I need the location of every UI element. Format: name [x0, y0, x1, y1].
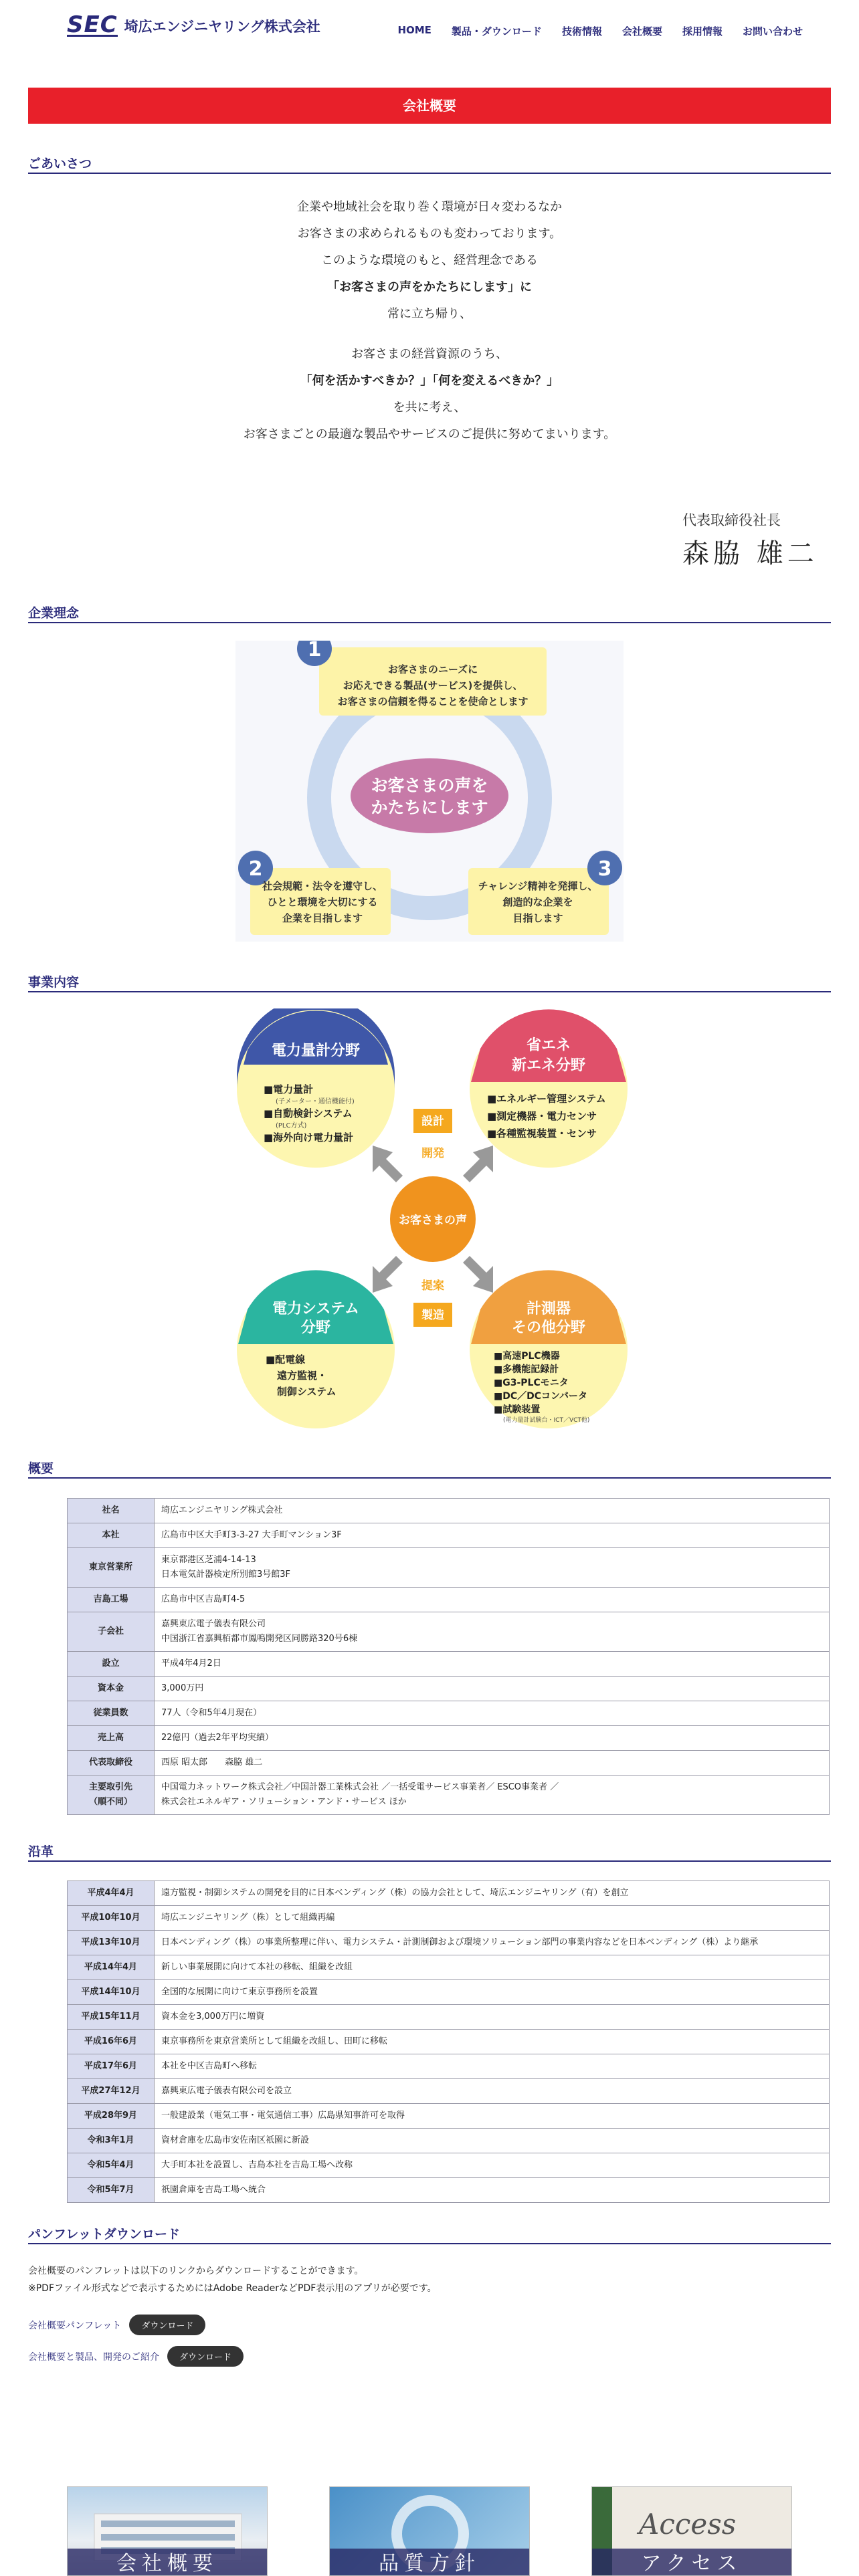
history-event: 嘉興東広電子儀表有限公司を設立	[155, 2079, 830, 2104]
history-event: 新しい事業展開に向けて本社の移転、組織を改組	[155, 1955, 830, 1980]
banner-links	[67, 2486, 792, 2576]
site-logo[interactable]	[67, 11, 320, 38]
table-row	[68, 1523, 830, 1548]
table-row	[68, 1612, 830, 1652]
svg-text:(PLC方式): (PLC方式)	[276, 1122, 307, 1130]
table-row	[68, 2153, 830, 2178]
president-signature	[682, 510, 818, 570]
table-row	[68, 2129, 830, 2153]
greeting-line: 企業や地域社会を取り巻く環境が日々変わるなか	[297, 200, 562, 214]
greeting-line: お客さまごとの最適な製品やサービスのご提供に努めてまいります。	[243, 427, 616, 441]
history-date: 令和5年7月	[68, 2178, 155, 2203]
overview-value	[155, 1751, 830, 1776]
history-date: 平成13年10月	[68, 1931, 155, 1955]
download-label: 会社概要と製品、開発のご紹介	[28, 2351, 159, 2363]
pamphlet-note: ※PDFファイル形式などで表示するためにはAdobe ReaderなどPDF表示用のアプリが必要です。	[28, 2283, 437, 2294]
banner-access[interactable]	[591, 2486, 792, 2576]
center-line: かたちにします	[371, 798, 488, 817]
nav-contact[interactable]: お問い合わせ	[742, 25, 803, 37]
overview-key: 設立	[68, 1652, 155, 1677]
overview-value	[155, 1523, 830, 1548]
overview-value	[155, 1776, 830, 1815]
svg-text:その他分野: その他分野	[511, 1319, 586, 1336]
history-event: 埼広エンジニヤリング（株）として組織再編	[155, 1906, 830, 1931]
section-heading-philosophy: 企業理念	[28, 601, 831, 623]
overview-value	[155, 1588, 830, 1612]
table-row	[68, 2054, 830, 2079]
field-title: 電力量計分野	[271, 1043, 361, 1059]
download-button[interactable]: ダウンロード	[167, 2346, 244, 2367]
svg-text:(子メーター・通信機能付): (子メーター・通信機能付)	[276, 1098, 355, 1105]
svg-text:創造的な企業を: 創造的な企業を	[502, 896, 573, 908]
greeting-line: 「お客さまの声をかたちにします」に	[327, 280, 532, 294]
overview-value-line: 広島市中区大手町3-3-27 大手町マンション3F	[161, 1530, 342, 1540]
svg-text:■自動検針システム: ■自動検針システム	[264, 1107, 353, 1119]
history-date: 平成14年10月	[68, 1980, 155, 2005]
center-line: お客さまの声を	[371, 776, 488, 795]
table-row	[68, 1776, 830, 1815]
pamphlet-desc: 会社概要のパンフレットは以下のリンクからダウンロードすることができます。	[28, 2266, 364, 2276]
overview-value	[155, 1726, 830, 1751]
overview-value-line: 日本電気計器検定所別館3号館3F	[161, 1570, 291, 1580]
svg-text:お客さまの信頼を得ることを使命とします: お客さまの信頼を得ることを使命とします	[337, 695, 529, 708]
svg-text:分野: 分野	[300, 1319, 331, 1336]
svg-text:■高速PLC機器: ■高速PLC機器	[494, 1351, 560, 1362]
history-date: 令和5年4月	[68, 2153, 155, 2178]
table-row	[68, 1751, 830, 1776]
table-row	[68, 1955, 830, 1980]
svg-text:■G3-PLCモニタ: ■G3-PLCモニタ	[494, 1378, 569, 1388]
overview-value-line: 3,000万円	[161, 1683, 204, 1693]
svg-text:2: 2	[248, 857, 263, 881]
section-heading-pamphlet: パンフレットダウンロード	[28, 2222, 831, 2244]
svg-text:■測定機器・電力センサ: ■測定機器・電力センサ	[487, 1110, 597, 1122]
svg-text:お応えできる製品(サービス)を提供し、: お応えできる製品(サービス)を提供し、	[343, 679, 523, 691]
overview-key: 社名	[68, 1499, 155, 1523]
table-row	[68, 2005, 830, 2030]
table-row	[68, 2030, 830, 2054]
greeting-line: を共に考え、	[393, 401, 466, 415]
table-row	[68, 2104, 830, 2129]
svg-text:(電力量計試験台・ICT／VCT他): (電力量計試験台・ICT／VCT他)	[503, 1417, 590, 1424]
table-row	[68, 1499, 830, 1523]
svg-text:■多機能記録計: ■多機能記録計	[494, 1364, 559, 1375]
history-event: 遠方監視・制御システムの開発を目的に日本ベンディング（株）の協力会社として、埼広エンジニヤリング（有）を創立	[155, 1881, 830, 1906]
company-name: 埼広エンジニヤリング株式会社	[124, 18, 320, 35]
download-row	[28, 2315, 831, 2335]
overview-value-line: 平成4年4月2日	[161, 1658, 221, 1669]
pamphlet-section	[28, 2262, 831, 2367]
greeting-line: 常に立ち帰り、	[387, 307, 472, 321]
overview-value-line: 東京都港区芝浦4-14-13	[161, 1555, 256, 1565]
overview-value-line: 嘉興東広電子儀表有限公司	[161, 1619, 266, 1629]
site-header	[0, 0, 859, 67]
history-event: 本社を中区吉島町へ移転	[155, 2054, 830, 2079]
greeting-line: お客さまの求められるものも変わっております。	[297, 227, 562, 241]
tag-proposal: 提案	[421, 1279, 444, 1293]
table-row	[68, 1980, 830, 2005]
overview-key: 吉島工場	[68, 1588, 155, 1612]
philosophy-center	[351, 758, 508, 833]
banner-caption: 会社概要	[68, 2549, 267, 2575]
overview-key: 本社	[68, 1523, 155, 1548]
nav-recruit[interactable]: 採用情報	[682, 25, 723, 37]
svg-text:ひとと環境を大切にする: ひとと環境を大切にする	[267, 896, 378, 908]
table-row	[68, 2079, 830, 2104]
page-title: 会社概要	[28, 88, 831, 124]
download-label: 会社概要パンフレット	[28, 2320, 122, 2331]
overview-value-line: 中国電力ネットワーク株式会社／中国計器工業株式会社 ／一括受電サービス事業者／ ESCO事業者 ／	[161, 1782, 559, 1792]
svg-text:■海外向け電力量計: ■海外向け電力量計	[264, 1132, 354, 1144]
svg-text:省エネ: 省エネ	[526, 1037, 571, 1054]
logo-mark: SEC	[67, 11, 118, 38]
history-date: 平成17年6月	[68, 2054, 155, 2079]
svg-text:お客さまの声: お客さまの声	[399, 1214, 467, 1227]
svg-text:■各種監視装置・センサ: ■各種監視装置・センサ	[487, 1128, 597, 1140]
history-event: 資本金を3,000万円に増資	[155, 2005, 830, 2030]
overview-value	[155, 1652, 830, 1677]
business-diagram	[235, 1008, 630, 1431]
svg-text:■エネルギー管理システム: ■エネルギー管理システム	[487, 1093, 606, 1105]
svg-text:制御システム: 制御システム	[277, 1386, 337, 1398]
svg-text:電力システム: 電力システム	[272, 1301, 359, 1317]
history-date: 平成27年12月	[68, 2079, 155, 2104]
section-heading-overview: 概要	[28, 1456, 831, 1479]
arrow-icon	[463, 1256, 493, 1293]
section-heading-greeting: ごあいさつ	[28, 151, 831, 174]
overview-key: 主要取引先 （順不同）	[68, 1776, 155, 1815]
svg-text:■配電線: ■配電線	[266, 1354, 306, 1366]
overview-value	[155, 1612, 830, 1652]
history-event: 祇園倉庫を吉島工場へ統合	[155, 2178, 830, 2203]
overview-value-line: 広島市中区吉島町4-5	[161, 1594, 246, 1604]
overview-key: 資本金	[68, 1677, 155, 1701]
svg-text:遠方監視・: 遠方監視・	[277, 1370, 328, 1382]
nav-products[interactable]: 製品・ダウンロード	[451, 25, 542, 37]
history-event: 東京事務所を東京営業所として組織を改組し、田町に移転	[155, 2030, 830, 2054]
greeting-line: 「何を活かすべきか？」「何を変えるべきか？」	[300, 374, 559, 388]
svg-text:1: 1	[307, 641, 322, 661]
overview-value-line: 77人（令和5年4月現在）	[161, 1708, 262, 1718]
table-row	[68, 1701, 830, 1726]
overview-value	[155, 1701, 830, 1726]
table-row	[68, 1726, 830, 1751]
history-date: 平成4年4月	[68, 1881, 155, 1906]
banner-company[interactable]	[67, 2486, 268, 2576]
nav-company[interactable]: 会社概要	[622, 25, 662, 37]
overview-value	[155, 1499, 830, 1523]
history-event: 大手町本社を設置し、吉島本社を吉島工場へ改称	[155, 2153, 830, 2178]
greeting-line: このような環境のもと、経営理念である	[321, 253, 538, 267]
history-event: 一般建設業（電気工事・電気通信工事）広島県知事許可を取得	[155, 2104, 830, 2129]
overview-value-line: 株式会社エネルギア・ソリューション・アンド・サービス ほか	[161, 1797, 407, 1807]
svg-text:■電力量計: ■電力量計	[264, 1083, 314, 1095]
table-row	[68, 2178, 830, 2203]
svg-text:企業を目指します: 企業を目指します	[282, 912, 363, 924]
president-role: 代表取締役社長	[682, 512, 781, 528]
history-event: 資材倉庫を広島市安佐南区祇園に新設	[155, 2129, 830, 2153]
banner-quality[interactable]	[329, 2486, 530, 2576]
arrow-icon	[373, 1256, 403, 1293]
overview-value	[155, 1548, 830, 1588]
section-heading-business: 事業内容	[28, 970, 831, 992]
greeting-line: お客さまの経営資源のうち、	[351, 347, 508, 361]
history-table	[67, 1881, 830, 2203]
tag-develop: 開発	[421, 1147, 444, 1160]
history-date: 令和3年1月	[68, 2129, 155, 2153]
overview-table	[67, 1498, 830, 1815]
overview-value	[155, 1677, 830, 1701]
philosophy-diagram	[235, 641, 624, 942]
table-row	[68, 1652, 830, 1677]
svg-text:チャレンジ精神を発揮し、: チャレンジ精神を発揮し、	[478, 880, 598, 892]
table-row	[68, 1548, 830, 1588]
history-date: 平成28年9月	[68, 2104, 155, 2129]
svg-text:計測器: 計測器	[526, 1301, 571, 1317]
arrow-icon	[463, 1146, 493, 1182]
overview-key: 代表取締役	[68, 1751, 155, 1776]
overview-key: 子会社	[68, 1612, 155, 1652]
overview-value-line: 中国浙江省嘉興栢都市鳳鳴開発区同勝路320号6棟	[161, 1634, 358, 1644]
president-name: 森脇 雄二	[682, 538, 818, 569]
history-event: 全国的な展開に向けて東京事務所を設置	[155, 1980, 830, 2005]
svg-text:設計: 設計	[421, 1115, 444, 1128]
overview-key: 従業員数	[68, 1701, 155, 1726]
svg-text:■試験装置: ■試験装置	[494, 1404, 541, 1415]
svg-text:■DC／DCコンバータ: ■DC／DCコンバータ	[494, 1391, 588, 1402]
greeting-text	[28, 194, 831, 448]
svg-text:お客さまのニーズに: お客さまのニーズに	[387, 663, 478, 675]
overview-value-line: 埼広エンジニヤリング株式会社	[161, 1505, 283, 1515]
table-row	[68, 1677, 830, 1701]
section-heading-history: 沿革	[28, 1839, 831, 1862]
download-button[interactable]: ダウンロード	[129, 2315, 205, 2335]
history-event: 日本ベンディング（株）の事業所整理に伴い、電力システム・計測制御および環境ソリューション部門の事業内容などを日本ベンディング（株）より継承	[155, 1931, 830, 1955]
history-date: 平成16年6月	[68, 2030, 155, 2054]
svg-text:製造: 製造	[421, 1309, 444, 1322]
nav-home[interactable]: HOME	[397, 24, 432, 36]
svg-text:新エネ分野: 新エネ分野	[511, 1057, 586, 1074]
banner-caption: アクセス	[592, 2549, 791, 2575]
svg-text:Access: Access	[639, 2508, 737, 2541]
svg-text:3: 3	[597, 857, 612, 881]
banner-caption: 品質方針	[330, 2549, 529, 2575]
svg-text:目指します: 目指します	[512, 912, 563, 924]
table-row	[68, 1881, 830, 1906]
global-nav	[397, 24, 803, 38]
nav-tech[interactable]: 技術情報	[561, 25, 602, 37]
table-row	[68, 1931, 830, 1955]
download-row	[28, 2346, 831, 2367]
overview-value-line: 西原 昭太郎 森脇 雄二	[161, 1757, 263, 1767]
overview-key: 東京営業所	[68, 1548, 155, 1588]
history-date: 平成14年4月	[68, 1955, 155, 1980]
table-row	[68, 1588, 830, 1612]
table-row	[68, 1906, 830, 1931]
arrow-icon	[373, 1146, 403, 1182]
history-date: 平成15年11月	[68, 2005, 155, 2030]
overview-key: 売上高	[68, 1726, 155, 1751]
overview-value-line: 22億円（過去2年平均実績）	[161, 1733, 274, 1743]
svg-text:社会規範・法令を遵守し、: 社会規範・法令を遵守し、	[262, 880, 383, 892]
history-date: 平成10年10月	[68, 1906, 155, 1931]
